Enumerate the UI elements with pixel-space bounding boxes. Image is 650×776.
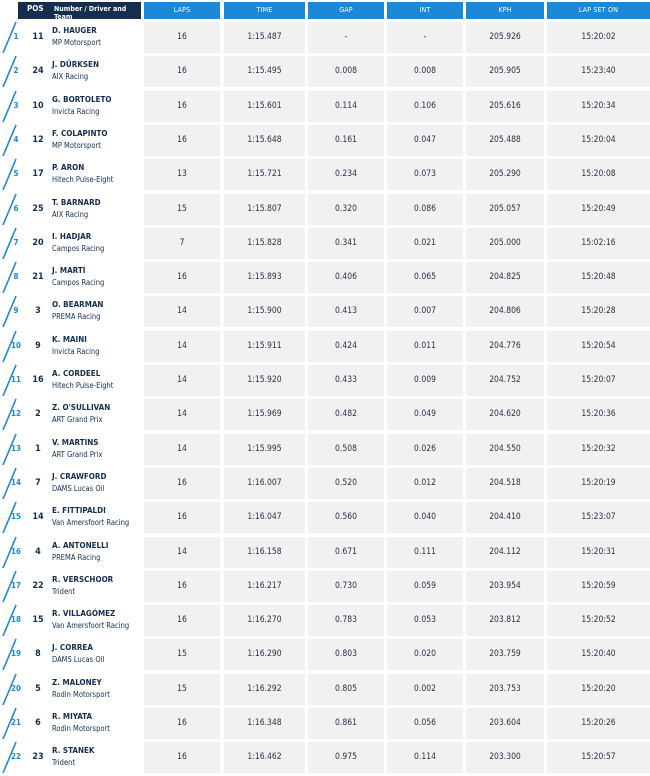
row-kph: 204.410 [466,502,544,533]
row-position: 12 [10,409,21,419]
row-lap-set-on: 15:20:08 [547,159,650,190]
row-lap-set-on: 15:20:54 [547,331,650,362]
table-row[interactable] [0,20,650,53]
row-team-name: Trident [52,758,76,768]
table-row[interactable] [0,363,650,396]
row-lap-set-on: 15:20:57 [547,742,650,773]
row-int: 0.021 [387,228,463,259]
row-time: 1:15.900 [224,296,305,327]
row-car-number: 20 [32,237,44,248]
row-laps: 15 [144,194,220,225]
row-team-name: DAMS Lucas Oil [52,483,105,493]
row-lap-set-on: 15:20:04 [547,125,650,156]
table-row[interactable] [0,294,650,327]
table-row[interactable] [0,54,650,87]
row-laps: 13 [144,159,220,190]
row-car-number: 12 [32,134,44,145]
row-int: 0.059 [387,571,463,602]
row-gap: 0.320 [308,194,384,225]
row-team-name: AIX Racing [52,209,89,219]
row-laps: 16 [144,262,220,293]
row-team-name: Hitech Pulse-Eight [52,381,114,390]
row-position: 7 [13,237,19,247]
row-kph: 205.488 [466,125,544,156]
row-driver-name[interactable]: A. ANTONELLI [52,540,109,550]
row-position: 11 [10,375,21,384]
row-car-number: 4 [35,546,41,557]
row-car-number: 2 [35,409,41,420]
row-int: 0.114 [387,742,463,773]
row-int: 0.106 [387,91,463,122]
row-kph: 205.905 [466,56,544,87]
row-lap-set-on: 15:20:31 [547,537,650,568]
row-kph: 204.806 [466,296,544,327]
row-car-number: 23 [32,752,44,763]
row-gap: 0.975 [308,742,384,773]
row-gap: - [308,22,384,53]
row-position: 3 [13,100,19,110]
row-position: 10 [10,340,21,350]
row-int: 0.007 [387,296,463,327]
row-time: 1:15.601 [224,91,305,122]
row-gap: 0.803 [308,639,384,670]
row-gap: 0.406 [308,262,384,293]
row-driver-name[interactable]: T. BARNARD [52,197,101,207]
header-time: TIME [224,2,305,19]
row-team-name: MP Motorsport [52,38,101,47]
row-driver-name[interactable]: Z. MALONEY [52,677,102,687]
row-position: 17 [10,580,21,590]
row-driver-name[interactable]: J. DÜRKSEN [52,60,99,70]
header-pos-driver [18,2,141,19]
row-gap: 0.482 [308,399,384,430]
row-gap: 0.008 [308,56,384,87]
row-position: 16 [10,546,21,556]
table-row[interactable] [0,89,650,122]
row-time: 1:16.047 [224,502,305,533]
row-gap: 0.508 [308,434,384,465]
row-int: 0.026 [387,434,463,465]
row-lap-set-on: 15:20:07 [547,365,650,396]
row-gap: 0.783 [308,605,384,636]
header-lap-set-on: LAP SET ON [547,2,650,19]
row-time: 1:15.995 [224,434,305,465]
row-kph: 204.825 [466,262,544,293]
row-int: 0.040 [387,502,463,533]
row-laps: 15 [144,674,220,705]
row-car-number: 9 [35,340,41,351]
row-team-name: Trident [52,586,76,596]
row-car-number: 24 [32,66,44,77]
row-int: 0.056 [387,708,463,739]
row-car-number: 11 [32,32,44,42]
table-row[interactable] [0,740,650,773]
row-int: 0.049 [387,399,463,430]
row-laps: 16 [144,571,220,602]
row-gap: 0.424 [308,331,384,362]
table-row[interactable] [0,157,650,190]
row-kph: 203.300 [466,742,544,773]
row-kph: 203.604 [466,708,544,739]
row-lap-set-on: 15:20:48 [547,262,650,293]
row-gap: 0.520 [308,468,384,499]
row-position: 15 [10,512,21,522]
row-driver-name[interactable]: I. HADJAR [52,231,92,241]
row-car-number: 15 [32,615,44,626]
row-kph: 205.290 [466,159,544,190]
row-team-name: Campos Racing [52,278,105,288]
row-time: 1:16.292 [224,674,305,705]
row-driver-name[interactable]: J. CORREA [52,643,93,653]
row-lap-set-on: 15:23:40 [547,56,650,87]
row-int: 0.073 [387,159,463,190]
table-row[interactable] [0,706,650,739]
row-kph: 205.057 [466,194,544,225]
row-kph: 204.776 [466,331,544,362]
row-team-name: ART Grand Prix [52,415,103,425]
table-row[interactable] [0,260,650,293]
row-laps: 14 [144,331,220,362]
row-lap-set-on: 15:20:59 [547,571,650,602]
row-team-name: DAMS Lucas Oil [52,655,105,665]
row-position: 1 [13,32,19,41]
row-lap-set-on: 15:20:02 [547,22,650,53]
row-time: 1:15.721 [224,159,305,190]
row-car-number: 6 [35,718,41,728]
row-gap: 0.861 [308,708,384,739]
row-time: 1:16.158 [224,537,305,568]
row-driver-name[interactable]: V. MARTINS [52,437,99,447]
row-driver-name[interactable]: D. HAUGER [52,26,97,35]
row-team-name: Van Amersfoort Racing [52,518,130,528]
row-lap-set-on: 15:23:07 [547,502,650,533]
table-row[interactable] [0,226,650,259]
row-time: 1:16.270 [224,605,305,636]
row-kph: 204.550 [466,434,544,465]
row-lap-set-on: 15:20:32 [547,434,650,465]
table-row[interactable] [0,569,650,602]
row-car-number: 17 [32,169,44,180]
row-position: 22 [10,752,21,762]
row-driver-name[interactable]: K. MAINI [52,334,87,344]
table-row[interactable] [0,535,650,568]
row-position: 20 [10,683,21,693]
row-driver-name[interactable]: P. ARON [52,163,85,173]
row-team-name: Invicta Racing [52,346,100,356]
row-position: 9 [13,306,19,316]
row-team-name: PREMA Racing [52,312,101,322]
row-gap: 0.341 [308,228,384,259]
row-team-name: Hitech Pulse-Eight [52,175,114,185]
row-int: 0.086 [387,194,463,225]
row-laps: 16 [144,468,220,499]
row-gap: 0.413 [308,296,384,327]
row-int: 0.020 [387,639,463,670]
row-time: 1:16.462 [224,742,305,773]
row-laps: 16 [144,91,220,122]
row-driver-name[interactable]: E. FITTIPALDI [52,506,106,516]
row-gap: 0.234 [308,159,384,190]
row-int: 0.012 [387,468,463,499]
row-team-name: Campos Racing [52,243,105,253]
row-int: 0.065 [387,262,463,293]
row-laps: 16 [144,56,220,87]
row-position: 21 [10,718,21,727]
row-team-name: MP Motorsport [52,140,101,150]
row-driver-name[interactable]: J. MARTÍ [52,266,86,276]
table-row[interactable] [0,123,650,156]
row-laps: 14 [144,434,220,465]
row-driver-name[interactable]: R. STANEK [52,746,95,756]
row-gap: 0.114 [308,91,384,122]
row-car-number: 5 [35,683,41,694]
row-driver-name[interactable]: F. COLAPINTO [52,128,108,138]
table-row[interactable] [0,672,650,705]
table-row[interactable] [0,329,650,362]
row-team-name: Rodin Motorsport [52,689,110,699]
row-laps: 14 [144,537,220,568]
table-header [0,0,650,20]
row-team-name: Invicta Racing [52,106,100,116]
row-lap-set-on: 15:20:49 [547,194,650,225]
row-driver-name[interactable]: J. CRAWFORD [52,471,107,481]
row-int: 0.009 [387,365,463,396]
row-lap-set-on: 15:20:34 [547,91,650,122]
row-position: 18 [10,615,21,625]
row-laps: 16 [144,742,220,773]
row-team-name: PREMA Racing [52,552,101,562]
row-car-number: 22 [32,580,44,591]
row-int: 0.011 [387,331,463,362]
row-time: 1:15.893 [224,262,305,293]
row-kph: 203.753 [466,674,544,705]
row-gap: 0.161 [308,125,384,156]
row-int: 0.008 [387,56,463,87]
row-kph: 204.620 [466,399,544,430]
row-laps: 14 [144,399,220,430]
row-gap: 0.805 [308,674,384,705]
row-lap-set-on: 15:20:26 [547,708,650,739]
row-car-number: 3 [35,306,41,317]
row-lap-set-on: 15:20:19 [547,468,650,499]
table-row[interactable] [0,397,650,430]
row-driver-name[interactable]: O. BEARMAN [52,300,104,310]
row-time: 1:15.911 [224,331,305,362]
row-time: 1:15.487 [224,22,305,53]
table-row[interactable] [0,603,650,636]
row-gap: 0.730 [308,571,384,602]
row-car-number: 16 [32,375,44,385]
row-team-name: ART Grand Prix [52,449,103,459]
row-lap-set-on: 15:20:28 [547,296,650,327]
row-position: 5 [13,169,19,179]
header-kph: KPH [466,2,544,19]
row-int: 0.111 [387,537,463,568]
row-int: - [387,22,463,53]
row-laps: 15 [144,639,220,670]
row-laps: 16 [144,502,220,533]
row-car-number: 14 [32,512,44,523]
row-laps: 16 [144,605,220,636]
row-time: 1:16.007 [224,468,305,499]
header-pos: POS [27,4,44,13]
row-int: 0.047 [387,125,463,156]
row-time: 1:16.348 [224,708,305,739]
row-time: 1:15.920 [224,365,305,396]
row-gap: 0.560 [308,502,384,533]
table-row[interactable] [0,466,650,499]
row-lap-set-on: 15:20:52 [547,605,650,636]
row-driver-name[interactable]: A. CORDEEL [52,369,101,378]
row-driver-name[interactable]: Z. O'SULLIVAN [52,403,111,413]
row-position: 8 [13,272,19,282]
row-int: 0.002 [387,674,463,705]
row-driver-name[interactable]: R. VERSCHOOR [52,574,114,584]
row-time: 1:15.969 [224,399,305,430]
row-car-number: 25 [32,203,44,214]
row-position: 13 [10,443,21,453]
row-lap-set-on: 15:02:16 [547,228,650,259]
row-car-number: 10 [32,100,44,111]
row-time: 1:16.290 [224,639,305,670]
table-row[interactable] [0,500,650,533]
row-car-number: 1 [35,443,41,454]
row-kph: 205.616 [466,91,544,122]
row-time: 1:15.828 [224,228,305,259]
row-time: 1:15.807 [224,194,305,225]
row-gap: 0.433 [308,365,384,396]
row-lap-set-on: 15:20:20 [547,674,650,705]
row-position: 19 [10,649,21,659]
row-driver-name[interactable]: R. VILLAGÓMEZ [52,609,116,619]
row-position: 14 [10,477,21,487]
row-kph: 205.000 [466,228,544,259]
row-kph: 203.954 [466,571,544,602]
row-kph: 203.812 [466,605,544,636]
header-int: INT [387,2,463,19]
row-laps: 14 [144,296,220,327]
table-row[interactable] [0,432,650,465]
row-lap-set-on: 15:20:36 [547,399,650,430]
header-gap: GAP [308,2,384,19]
row-laps: 7 [144,228,220,259]
row-gap: 0.671 [308,537,384,568]
row-position: 6 [13,203,19,213]
row-kph: 204.518 [466,468,544,499]
row-laps: 16 [144,125,220,156]
row-laps: 16 [144,708,220,739]
row-car-number: 7 [35,477,41,488]
row-team-name: Rodin Motorsport [52,724,110,733]
row-kph: 205.926 [466,22,544,53]
row-team-name: AIX Racing [52,72,89,82]
row-kph: 204.112 [466,537,544,568]
row-driver-name[interactable]: R. MIYATA [52,712,93,721]
row-kph: 203.759 [466,639,544,670]
row-car-number: 21 [32,272,44,283]
header-number-driver-team: Number / Driver and Team [54,5,127,21]
row-time: 1:15.495 [224,56,305,87]
row-lap-set-on: 15:20:40 [547,639,650,670]
row-position: 2 [13,66,19,76]
row-team-name: Van Amersfoort Racing [52,621,130,631]
row-int: 0.053 [387,605,463,636]
row-laps: 16 [144,22,220,53]
row-laps: 14 [144,365,220,396]
row-position: 4 [13,134,19,144]
row-time: 1:15.648 [224,125,305,156]
row-kph: 204.752 [466,365,544,396]
row-time: 1:16.217 [224,571,305,602]
header-laps: LAPS [144,2,220,19]
table-row[interactable] [0,637,650,670]
row-driver-name[interactable]: G. BORTOLETO [52,94,112,104]
table-row[interactable] [0,192,650,225]
row-car-number: 8 [35,649,41,660]
